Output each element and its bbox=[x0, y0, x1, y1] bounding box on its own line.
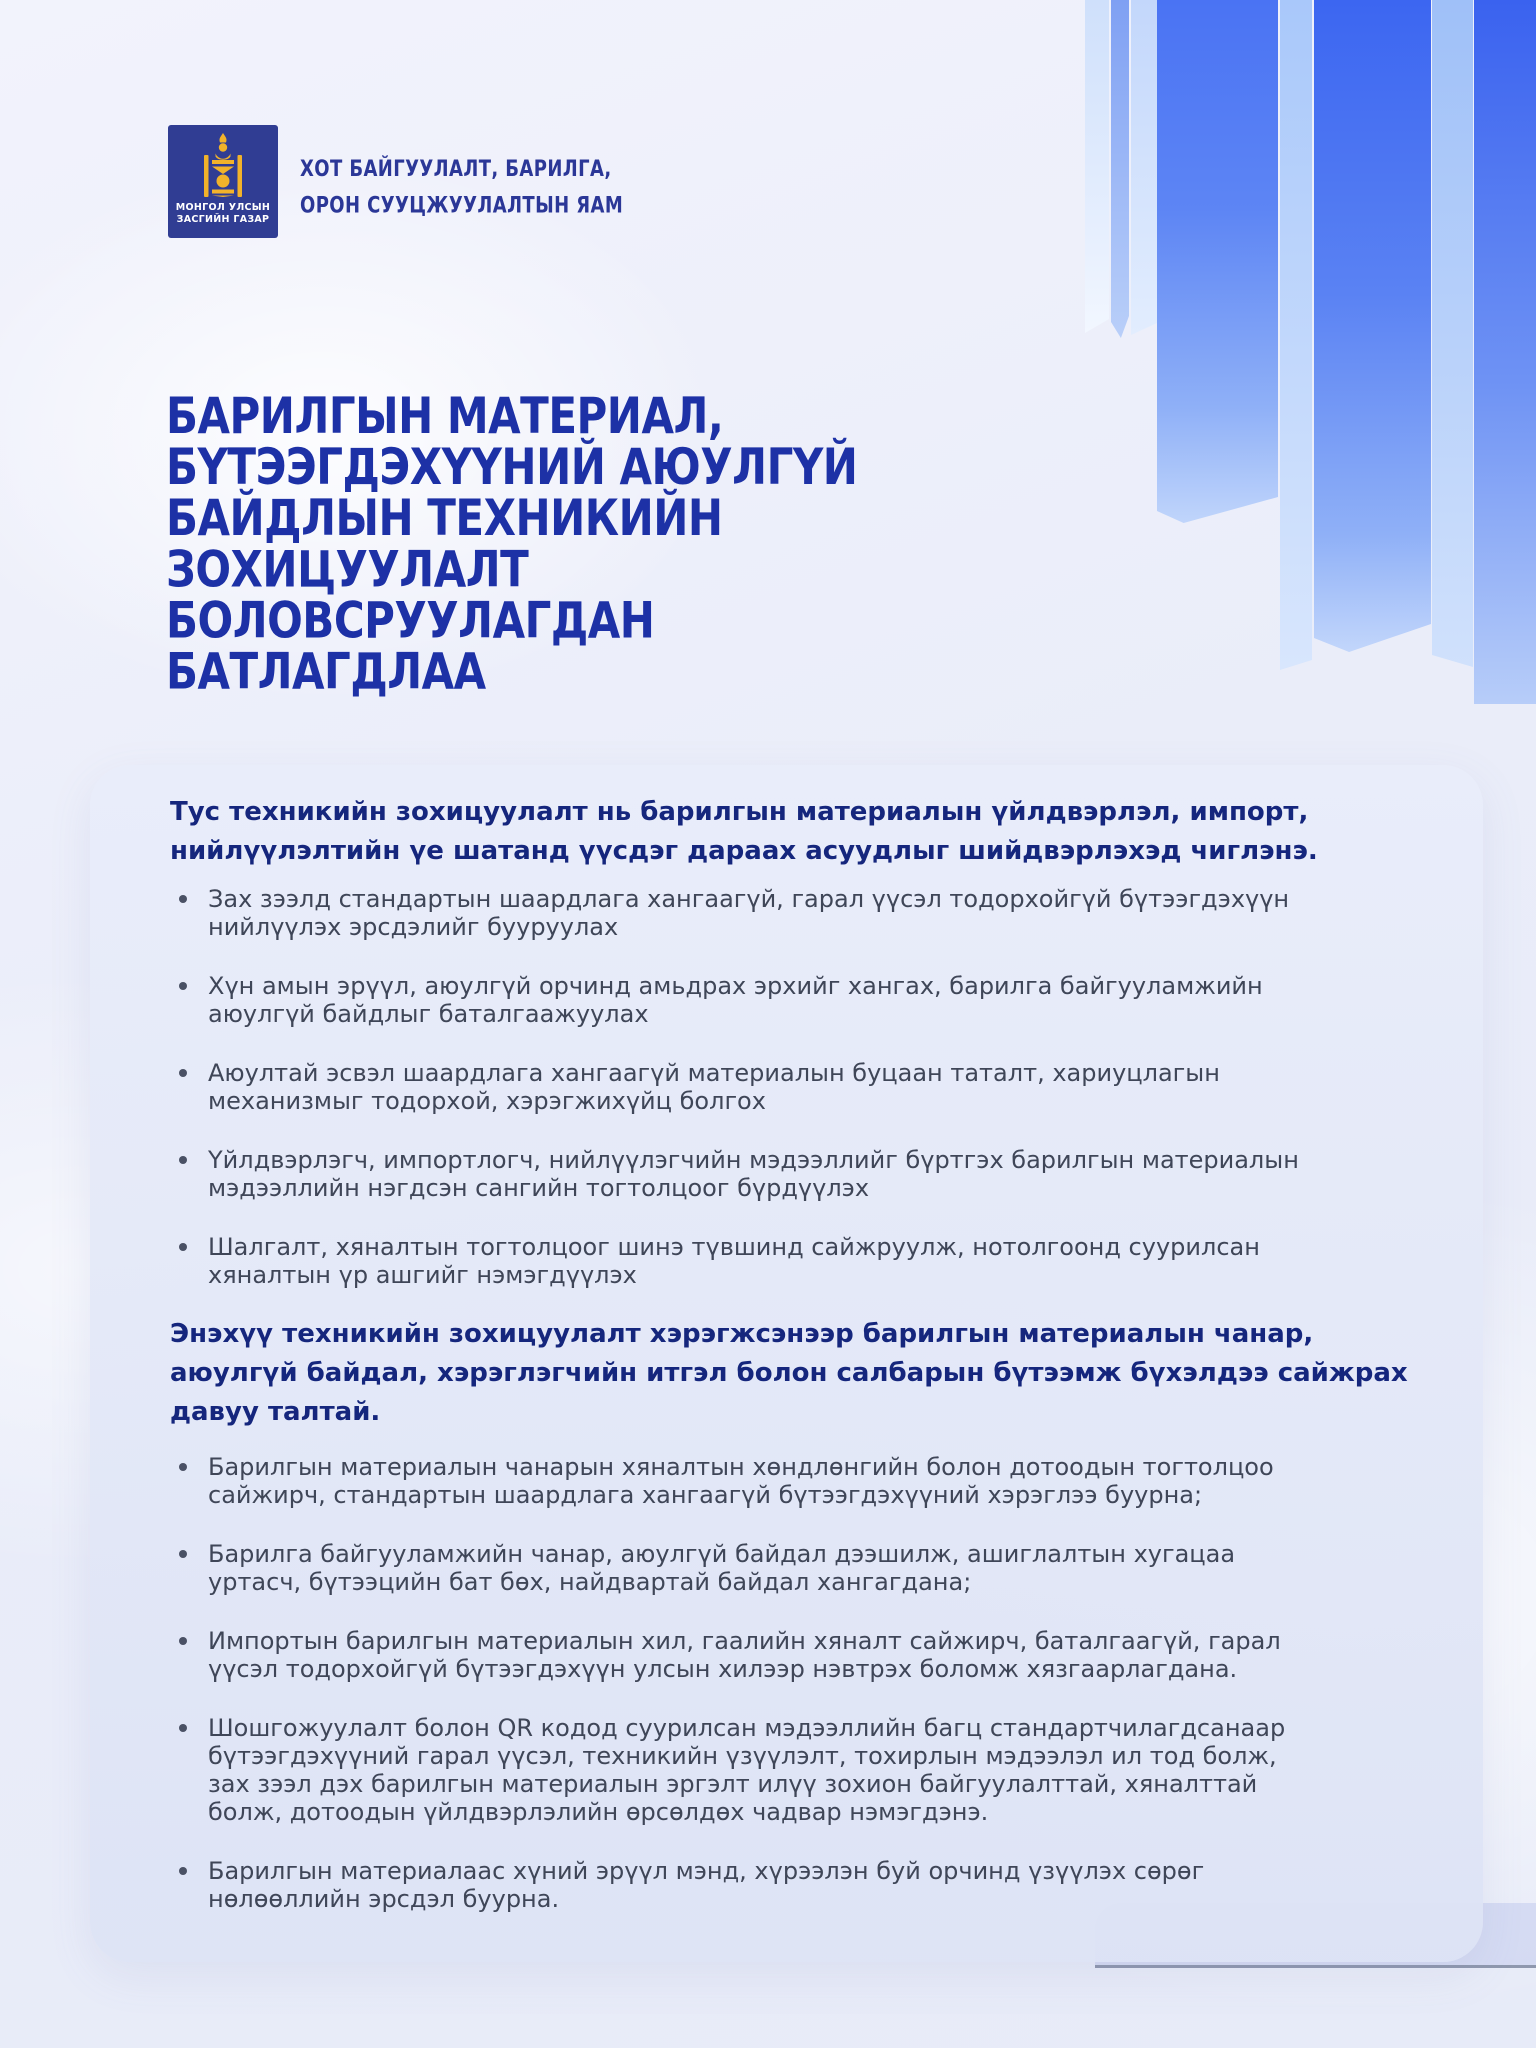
government-logo bbox=[168, 125, 278, 238]
bullet-dot bbox=[179, 1069, 187, 1077]
brand-header bbox=[168, 125, 623, 238]
list-item: Аюултай эсвэл шаардлага хангаагүй материалын буцаан таталт, хариуцлагын механизмыг тодорхой, хэрэгжихүйц болгох bbox=[170, 1059, 1410, 1115]
bullet-dot bbox=[179, 1867, 187, 1875]
benefits-list bbox=[170, 1453, 1410, 1913]
list-item: Барилга байгууламжийн чанар, аюулгүй байдал дээшилж, ашиглалтын хугацаа уртасч, бүтээцийн бат бөх, найдвартай байдал хангагдана; bbox=[170, 1540, 1410, 1596]
glass-bar bbox=[1111, 0, 1129, 338]
glass-bar bbox=[1314, 0, 1431, 652]
glass-bar bbox=[1432, 0, 1473, 667]
bullet-dot bbox=[179, 1463, 187, 1471]
list-item: Зах зээлд стандартын шаардлага хангаагүй, гарал үүсэл тодорхойгүй бүтээгдэхүүн нийлүүлэх эрсдэлийг бууруулах bbox=[170, 885, 1410, 941]
logo-caption: МОНГОЛ УЛСЫН ЗАСГИЙН ГАЗАР bbox=[175, 202, 271, 225]
ministry-name: ХОТ БАЙГУУЛАЛТ, БАРИЛГА, ОРОН СУУЦЖУУЛАЛТЫН ЯАМ bbox=[300, 156, 624, 219]
list-item: Барилгын материалын чанарын хяналтын хөндлөнгийн болон дотоодын тогтолцоо сайжирч, стандартын шаардлага хангаагүй бүтээгдэхүүний хэрэглээ буурна; bbox=[170, 1453, 1410, 1509]
bullet-dot bbox=[179, 982, 187, 990]
glass-bar bbox=[1474, 0, 1536, 704]
glass-bar bbox=[1131, 0, 1157, 335]
list-item: Барилгын материалаас хүний эрүүл мэнд, хүрээлэн буй орчинд үзүүлэх сөрөг нөлөөллийн эрсдэл буурна. bbox=[170, 1857, 1410, 1913]
bullet-dot bbox=[179, 1724, 187, 1732]
list-item: Хүн амын эрүүл, аюулгүй орчинд амьдрах эрхийг хангах, барилга байгууламжийн аюулгүй байдлыг баталгаажуулах bbox=[170, 972, 1410, 1028]
benefits-intro-paragraph: Энэхүү техникийн зохицуулалт хэрэгжсэнээр барилгын материалын чанар, аюулгүй байдал, хэрэглэгчийн итгэл болон салбарын бүтээмж бүхэлдээ сайжрах давуу талтай. bbox=[170, 1319, 1408, 1427]
list-item: Үйлдвэрлэгч, импортлогч, нийлүүлэгчийн мэдээллийг бүртгэх барилгын материалын мэдээллийн нэгдсэн сангийн тогтолцоог бүрдүүлэх bbox=[170, 1146, 1410, 1202]
glass-bar bbox=[1157, 0, 1278, 523]
soyombo-emblem bbox=[203, 133, 243, 197]
bullet-dot bbox=[179, 1156, 187, 1164]
bullet-dot bbox=[179, 1243, 187, 1251]
glass-bar bbox=[1280, 0, 1312, 670]
bullet-dot bbox=[179, 1550, 187, 1558]
goals-list bbox=[170, 885, 1410, 1289]
list-item: Шалгалт, хяналтын тогтолцоог шинэ түвшинд сайжруулж, нотолгоонд суурилсан хяналтын үр ашгийг нэмэгдүүлэх bbox=[170, 1233, 1410, 1289]
list-item: Импортын барилгын материалын хил, гаалийн хяналт сайжирч, баталгаагүй, гарал үүсэл тодорхойгүй бүтээгдэхүүн улсын хилээр нэвтрэх боломж хязгаарлагдана. bbox=[170, 1627, 1410, 1683]
intro-paragraph: Тус техникийн зохицуулалт нь барилгын материалын үйлдвэрлэл, импорт, нийлүүлэлтийн үе шатанд үүсдэг дараах асуудлыг шийдвэрлэхэд чиглэнэ. bbox=[170, 797, 1318, 866]
list-item: Шошгожуулалт болон QR кодод суурилсан мэдээллийн багц стандартчилагдсанаар бүтээгдэхүүний гарал үүсэл, техникийн үзүүлэлт, тохирлын мэдээлэл ил тод болж, зах зээл дэх барилгын материалын эргэлт илүү зохион байгуулалттай, хяналттай болж, дотоодын үйлдвэрлэлийн өрсөлдөх чадвар нэмэгдэнэ. bbox=[170, 1714, 1410, 1826]
content-card bbox=[90, 765, 1483, 1962]
bullet-dot bbox=[179, 895, 187, 903]
headline: БАРИЛГЫН МАТЕРИАЛ, БҮТЭЭГДЭХҮҮНИЙ АЮУЛГҮЙ БАЙДЛЫН ТЕХНИКИЙН ЗОХИЦУУЛАЛТ БОЛОВСРУУЛАГДАН БАТЛАГДЛАА bbox=[166, 386, 858, 701]
bullet-dot bbox=[179, 1637, 187, 1645]
glass-bar bbox=[1085, 0, 1109, 333]
